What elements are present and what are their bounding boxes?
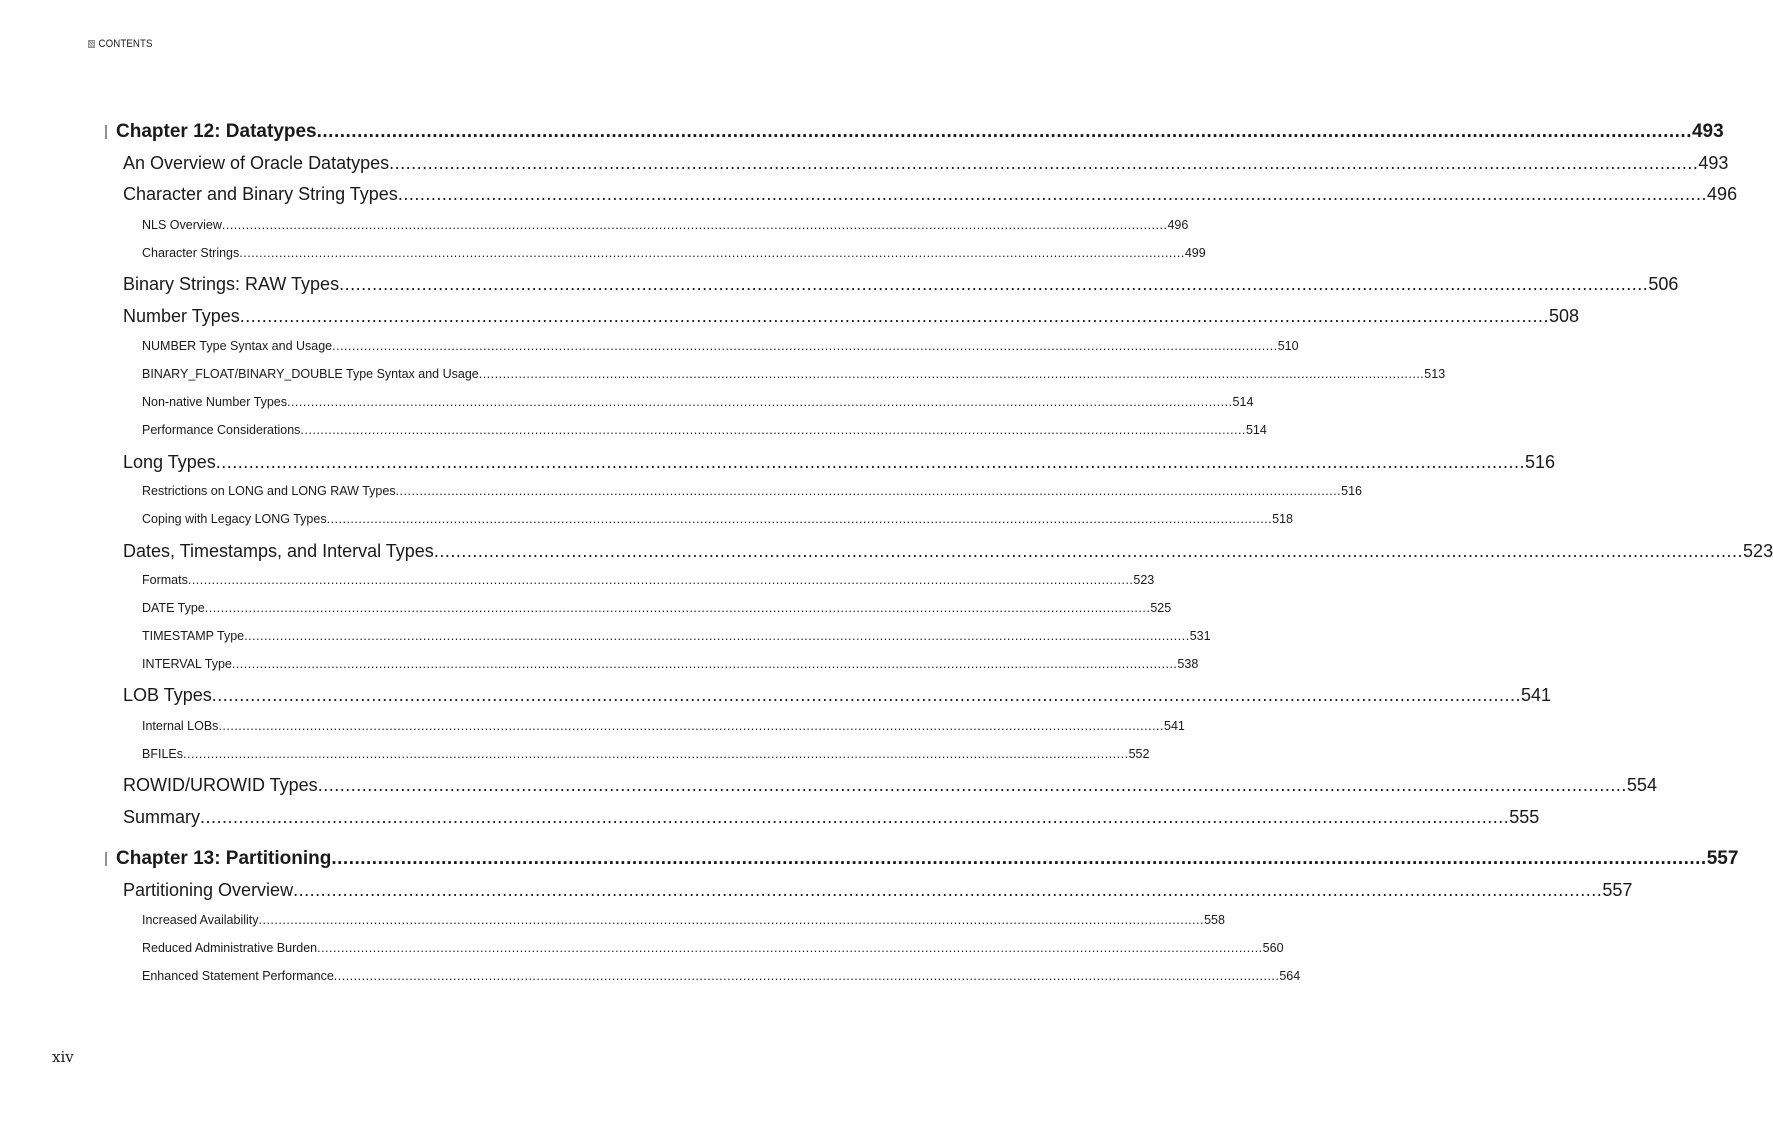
leader-dots: ..............................................................................................................................................................................................................................................: [389, 153, 1699, 173]
toc-subsection[interactable]: [142, 913, 1225, 927]
leader-dots: ..............................................................................................................................................................................................................................................: [339, 274, 1649, 294]
toc-section[interactable]: [123, 153, 1729, 173]
leader-dots: ..............................................................................................................................................................................................................................................: [397, 184, 1708, 204]
toc-subsection[interactable]: [142, 719, 1185, 733]
toc-title: Chapter 12: Datatypes: [116, 121, 317, 142]
toc-subsection[interactable]: [142, 747, 1150, 761]
toc-title: TIMESTAMP Type: [142, 629, 245, 643]
toc-page-number: 514: [1245, 423, 1267, 437]
chapter-marker-icon: [105, 125, 107, 139]
toc-page-number: 557: [1706, 848, 1739, 869]
running-header-label: CONTENTS: [98, 38, 153, 50]
leader-dots: ..............................................................................................................................................................................................................................................: [332, 339, 1278, 353]
toc-title: Binary Strings: RAW Types: [123, 274, 340, 294]
leader-dots: ..............................................................................................................................................................................................................................................: [239, 246, 1185, 260]
toc-page-number: 525: [1150, 601, 1172, 615]
toc-title: Character Strings: [142, 246, 240, 260]
toc-title: Number Types: [123, 306, 240, 326]
leader-dots: ..............................................................................................................................................................................................................................................: [286, 395, 1233, 409]
toc-title: Character and Binary String Types: [123, 184, 398, 204]
leader-dots: ..............................................................................................................................................................................................................................................: [239, 306, 1549, 326]
toc-title: Non-native Number Types: [142, 395, 287, 409]
toc-page-number: 514: [1232, 395, 1254, 409]
toc-title: Formats: [142, 573, 188, 587]
toc-page-number: 499: [1184, 246, 1206, 260]
leader-dots: ..............................................................................................................................................................................................................................................: [395, 484, 1342, 498]
toc-title: INTERVAL Type: [142, 657, 232, 671]
toc-title: Reduced Administrative Burden: [142, 941, 318, 955]
toc-section[interactable]: [123, 807, 1540, 827]
leader-dots: ..............................................................................................................................................................................................................................................: [326, 512, 1273, 526]
toc-subsection[interactable]: [142, 423, 1267, 437]
leader-dots: ..............................................................................................................................................................................................................................................: [317, 775, 1627, 795]
toc-subsection[interactable]: [142, 246, 1206, 260]
toc-page-number: 560: [1262, 941, 1284, 955]
toc-section[interactable]: [123, 184, 1738, 204]
toc-title: Dates, Timestamps, and Interval Types: [123, 541, 434, 561]
toc-page-number: 496: [1167, 218, 1189, 232]
toc-page-number: 493: [1691, 121, 1724, 142]
leader-dots: ..............................................................................................................................................................................................................................................: [200, 807, 1510, 827]
leader-dots: ..............................................................................................................................................................................................................................................: [316, 121, 1692, 142]
toc-subsection[interactable]: [142, 629, 1211, 643]
toc-title: NLS Overview: [142, 218, 222, 232]
toc-title: Partitioning Overview: [123, 880, 294, 900]
toc-subsection[interactable]: [142, 969, 1301, 983]
toc-page-number: 555: [1509, 807, 1540, 827]
toc-section[interactable]: [123, 541, 1773, 561]
toc-subsection[interactable]: [142, 367, 1446, 381]
toc-subsection[interactable]: [142, 657, 1199, 671]
toc-subsection[interactable]: [142, 484, 1362, 498]
toc-page-number: 510: [1277, 339, 1299, 353]
toc-subsection[interactable]: [142, 218, 1189, 232]
leader-dots: ..............................................................................................................................................................................................................................................: [478, 367, 1425, 381]
toc-subsection[interactable]: [142, 512, 1294, 526]
toc-page-number: 538: [1177, 657, 1199, 671]
toc-page-number: 513: [1424, 367, 1446, 381]
leader-dots: ..............................................................................................................................................................................................................................................: [331, 848, 1707, 869]
toc-subsection[interactable]: [142, 339, 1299, 353]
toc-subsection[interactable]: [142, 941, 1284, 955]
toc-subsection[interactable]: [142, 601, 1172, 615]
toc-page-number: 564: [1279, 969, 1301, 983]
toc-title: Chapter 13: Partitioning: [116, 848, 332, 869]
leader-dots: ..............................................................................................................................................................................................................................................: [317, 941, 1263, 955]
toc-page-number: 558: [1204, 913, 1225, 927]
toc-page-number: 554: [1626, 775, 1657, 795]
leader-dots: ..............................................................................................................................................................................................................................................: [187, 573, 1134, 587]
toc-chapter-12[interactable]: [105, 121, 1724, 142]
toc-page-number: 516: [1524, 452, 1556, 472]
chapter-marker-icon: [105, 852, 107, 866]
toc-title: Long Types: [123, 452, 216, 472]
toc-title: Restrictions on LONG and LONG RAW Types: [142, 484, 396, 498]
toc-title: BINARY_FLOAT/BINARY_DOUBLE Type Syntax and Usage: [142, 367, 479, 381]
toc-title: Enhanced Statement Performance: [142, 969, 334, 983]
toc-page-number: 531: [1189, 629, 1211, 643]
toc-section[interactable]: [123, 880, 1633, 900]
toc-subsection[interactable]: [142, 395, 1254, 409]
toc-section[interactable]: [123, 452, 1556, 472]
toc-page-number: 496: [1707, 184, 1738, 204]
toc-title: Increased Availability: [142, 913, 259, 927]
toc-subsection[interactable]: [142, 573, 1155, 587]
toc-page-number: 523: [1133, 573, 1155, 587]
running-header: [88, 37, 153, 51]
leader-dots: ..............................................................................................................................................................................................................................................: [433, 541, 1744, 561]
toc-title: Performance Considerations: [142, 423, 301, 437]
leader-dots: ..............................................................................................................................................................................................................................................: [244, 629, 1190, 643]
toc-page-number: 557: [1602, 880, 1633, 900]
leader-dots: ..............................................................................................................................................................................................................................................: [231, 657, 1178, 671]
toc-chapter-13[interactable]: [105, 848, 1739, 869]
toc-page-number: 523: [1743, 541, 1773, 561]
leader-dots: ..............................................................................................................................................................................................................................................: [183, 747, 1129, 761]
leader-dots: ..............................................................................................................................................................................................................................................: [293, 880, 1603, 900]
leader-dots: ..............................................................................................................................................................................................................................................: [211, 685, 1521, 705]
toc-page-number: 552: [1128, 747, 1150, 761]
toc-page-number: 541: [1520, 685, 1551, 705]
header-marker-icon: [88, 40, 95, 48]
toc-title: An Overview of Oracle Datatypes: [123, 153, 390, 173]
toc-page-number: 518: [1272, 512, 1294, 526]
toc-title: LOB Types: [123, 685, 212, 705]
toc-title: DATE Type: [142, 601, 205, 615]
leader-dots: ..............................................................................................................................................................................................................................................: [215, 452, 1525, 472]
toc-page-number: 506: [1648, 274, 1679, 294]
toc-section[interactable]: [123, 775, 1657, 795]
toc-title: Summary: [123, 807, 201, 827]
leader-dots: ..............................................................................................................................................................................................................................................: [258, 913, 1205, 927]
toc-page-number: 541: [1164, 719, 1185, 733]
toc-title: Coping with Legacy LONG Types: [142, 512, 327, 526]
toc-page-number: 493: [1698, 153, 1729, 173]
toc-section[interactable]: [123, 274, 1679, 294]
toc-title: Internal LOBs: [142, 719, 219, 733]
leader-dots: ..............................................................................................................................................................................................................................................: [333, 969, 1280, 983]
toc-section[interactable]: [123, 306, 1579, 326]
toc-page-number: 516: [1341, 484, 1362, 498]
page-number-folio: xiv: [52, 1048, 74, 1066]
toc-title: NUMBER Type Syntax and Usage: [142, 339, 333, 353]
leader-dots: ..............................................................................................................................................................................................................................................: [221, 218, 1168, 232]
toc-title: BFILEs: [142, 747, 183, 761]
toc-page-number: 508: [1548, 306, 1579, 326]
toc-section[interactable]: [123, 685, 1551, 705]
toc-title: ROWID/UROWID Types: [123, 775, 318, 795]
leader-dots: ..............................................................................................................................................................................................................................................: [204, 601, 1151, 615]
leader-dots: ..............................................................................................................................................................................................................................................: [300, 423, 1246, 437]
leader-dots: ..............................................................................................................................................................................................................................................: [218, 719, 1164, 733]
